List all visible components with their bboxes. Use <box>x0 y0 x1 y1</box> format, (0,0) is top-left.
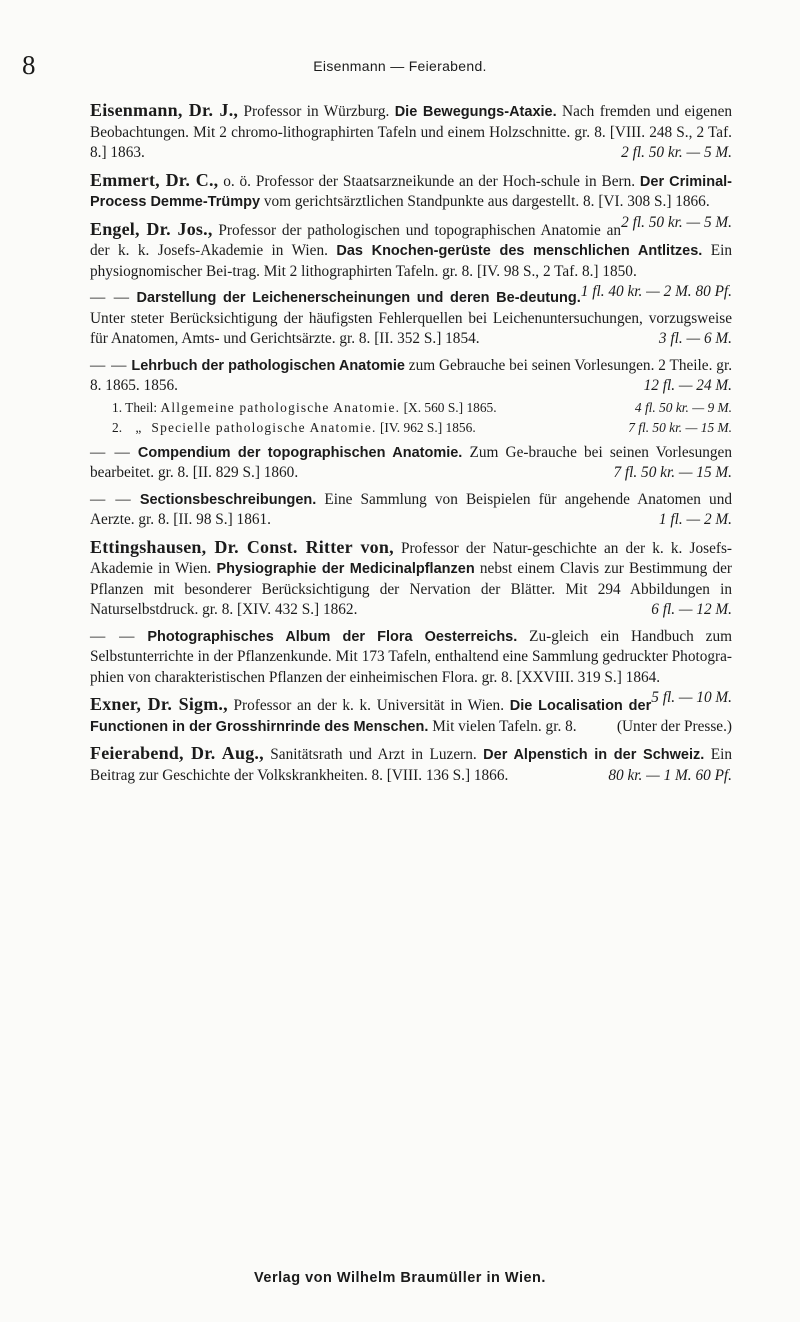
entry-title: Das Knochen-gerüste des menschlichen Antlitzes. <box>336 243 703 259</box>
entry-text: Nach fremden und eigenen Beobachtungen. Mit 2 chromo-lithographirten Tafeln und einem Holzschnitte. gr. 8. [VIII. 248 S., 2 Taf. 8.] 1863. <box>90 103 733 161</box>
entry-text: Zum Ge-brauche bei seinen Vorlesungen bearbeitet. gr. 8. [II. 829 S.] 1860. <box>90 443 732 481</box>
publisher-footer: Verlag von Wilhelm Braumüller in Wien. <box>254 1270 546 1286</box>
ditto-dash: — — <box>90 490 132 508</box>
entry-price: 6 fl. — 12 M. <box>651 601 732 618</box>
entry-price: 5 fl. — 10 M. <box>651 689 732 706</box>
entry-title: Sectionsbeschreibungen. <box>139 491 317 508</box>
entry-author: Feierabend, Dr. Aug., <box>90 743 264 763</box>
entry-price: 2 fl. 50 kr. — 5 M. <box>621 144 732 161</box>
entry-author: Engel, Dr. Jos., <box>90 218 213 239</box>
entry-text: nebst einem Clavis zur Bestimmung der Pflanzen mit besonderer Berücksichtigung der Nervation der Blätter. Mit 294 Abbildungen in Naturselbstdruck. gr. 8. [XIV. 432 S.] 1862. <box>90 560 732 618</box>
entry-author: Eisenmann, Dr. J., <box>90 100 239 120</box>
entry-title: Der Alpenstich in der Schweiz. <box>483 747 705 763</box>
entry-price: 2 fl. 50 kr. — 5 M. <box>621 213 732 231</box>
entry-text: Unter steter Berücksichtigung der häufigsten Fehlerquellen bei Leichenuntersuchungen, vorzugsweise für Anatomen, Amts- und Gerichtsärzte. gr. 8. [II. 352 S.] 1854. <box>90 309 732 347</box>
entry-price: 12 fl. — 24 M. <box>643 377 732 394</box>
volume-entry <box>90 419 732 437</box>
volume-price: 4 fl. 50 kr. — 9 M. <box>634 399 732 415</box>
entry-title: Der Criminal-Process Demme-Trümpy <box>90 173 732 210</box>
entry-description: Sanitätsrath und Arzt in Luzern. <box>263 746 484 763</box>
catalog-entry <box>90 743 732 786</box>
entry-price: 1 fl. 40 kr. — 2 M. 80 Pf. <box>580 283 732 300</box>
entry-description: o. ö. Professor der Staatsarzneikunde an der Hoch-schule in Bern. <box>218 172 640 190</box>
catalog-entry <box>90 694 732 737</box>
running-head: Eisenmann — Feierabend. <box>313 58 487 74</box>
page-number: 8 <box>22 50 36 80</box>
entry-author: Emmert, Dr. C., <box>90 169 219 190</box>
entry-title: Physiographie der Medicinalpflanzen <box>216 561 475 577</box>
volume-price: 7 fl. 50 kr. — 15 M. <box>628 419 732 435</box>
entry-description: Professor in Würzburg. <box>238 103 395 120</box>
entry-title: Darstellung der Leichenerscheinungen und deren Be-deutung. <box>136 290 581 306</box>
entry-description: Professor der pathologischen und topographischen Anatomie an der k. k. Josefs-Akademie in Wien. <box>90 221 622 259</box>
catalog-body <box>90 100 732 792</box>
entry-title: Die Localisation der Functionen in der Grosshirnrinde des Menschen. <box>90 698 652 735</box>
catalog-entry <box>90 537 732 621</box>
volume-text: [IV. 962 S.] 1856. <box>376 419 476 435</box>
entry-description: Professor der Natur-geschichte an der k. k. Josefs-Akademie in Wien. <box>90 539 732 577</box>
entry-title: Lehrbuch der pathologischen Anatomie <box>131 357 405 374</box>
catalog-entry <box>90 356 732 397</box>
volume-entry <box>90 399 732 417</box>
catalog-entry <box>90 490 732 531</box>
entry-text: Eine Sammlung von Beispielen für angehende Anatomen und Aerzte. gr. 8. [II. 98 S.] 1861. <box>90 490 732 528</box>
volume-number: 1. Theil: <box>112 399 161 415</box>
volume-title: Specielle pathologische Anatomie. <box>151 419 377 435</box>
ditto-dash: — — <box>90 443 131 461</box>
entry-title: Photographisches Album der Flora Oesterreichs. <box>147 628 518 645</box>
volume-number: 2. „ <box>112 419 152 435</box>
catalog-entry <box>90 443 732 484</box>
entry-title: Die Bewegungs-Ataxie. <box>394 104 557 120</box>
entry-price: 3 fl. — 6 M. <box>658 330 732 347</box>
entry-price: 80 kr. — 1 M. 60 Pf. <box>608 766 732 784</box>
entry-text: Ein physiognomischer Bei-trag. Mit 2 lithographirten Tafeln. gr. 8. [IV. 98 S., 2 Taf. 8.] 1850. <box>90 242 732 280</box>
entry-text: Mit vielen Tafeln. gr. 8. <box>428 717 577 735</box>
ditto-dash: — — <box>90 627 136 645</box>
entry-author: Ettingshausen, Dr. Const. Ritter von, <box>90 536 394 557</box>
entry-description: Professor an der k. k. Universität in Wien. <box>227 697 510 714</box>
catalog-entry <box>90 100 732 164</box>
ditto-dash: — — <box>90 289 131 306</box>
volume-text: [X. 560 S.] 1865. <box>400 399 497 415</box>
entry-author: Exner, Dr. Sigm., <box>90 694 228 714</box>
entry-title: Compendium der topographischen Anatomie. <box>137 444 463 461</box>
entry-text: vom gerichtsärztlichen Standpunkte aus dargestellt. 8. [VI. 308 S.] 1866. <box>260 193 710 210</box>
entry-text: zum Gebrauche bei seinen Vorlesungen. 2 Theile. gr. 8. 1865. 1856. <box>90 356 733 394</box>
ditto-dash: — — <box>90 356 128 374</box>
entry-text: Ein Beitrag zur Geschichte der Volkskrankheiten. 8. [VIII. 136 S.] 1866. <box>90 746 733 784</box>
entry-status: (Unter der Presse.) <box>616 717 732 735</box>
entry-price: 1 fl. — 2 M. <box>658 511 732 528</box>
entry-price: 7 fl. 50 kr. — 15 M. <box>613 464 732 481</box>
volume-title: Allgemeine pathologische Anatomie. <box>160 399 401 415</box>
entry-text: Zu-gleich ein Handbuch zum Selbstunterrichte in der Pflanzenkunde. Mit 173 Tafeln, enthaltend eine Sammlung gedruckter Photogra-phien von charakteristischen Pflanzen der einheimischen Flora. gr. 8. [XXVIII. 319 S.] 1864. <box>90 627 733 686</box>
